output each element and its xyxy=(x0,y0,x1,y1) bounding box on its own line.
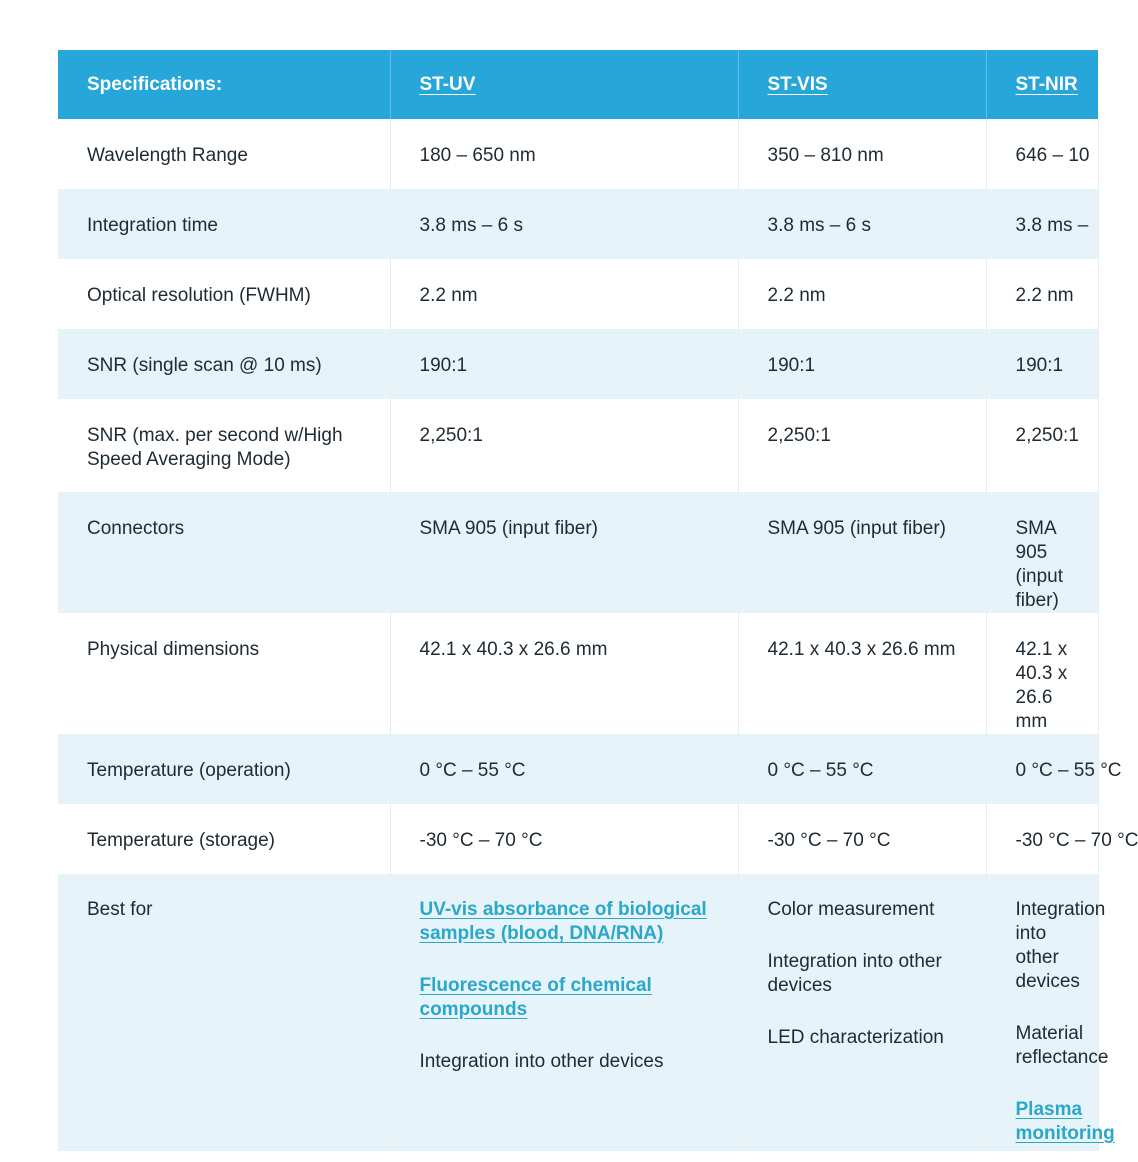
row-label: Temperature (operation) xyxy=(58,734,390,804)
cell-st-nir: 0 °C – 55 °C xyxy=(986,734,1098,804)
st-vis-link[interactable]: ST-VIS xyxy=(767,73,828,95)
best-for-item: Integration into other devices xyxy=(1015,899,1106,992)
header-st-nir xyxy=(986,50,1098,119)
cell-st-vis: 2,250:1 xyxy=(738,399,986,492)
table-row xyxy=(58,259,1098,329)
st-nir-link[interactable]: ST-NIR xyxy=(1015,73,1078,95)
cell-st-vis: SMA 905 (input fiber) xyxy=(738,492,986,613)
cell-st-nir: 190:1 xyxy=(986,329,1098,399)
header-st-uv xyxy=(390,50,738,119)
specifications-table xyxy=(58,50,1138,1144)
table-row xyxy=(58,613,1098,734)
best-for-link[interactable]: Plasma monitoring xyxy=(1015,1099,1115,1144)
best-for-item xyxy=(420,898,728,946)
cell-st-nir-best-for xyxy=(986,874,1115,1151)
best-for-item: Color measurement xyxy=(767,899,935,920)
header-specifications: Specifications: xyxy=(58,50,390,119)
cell-st-vis: 350 – 810 nm xyxy=(738,119,986,189)
cell-st-vis: 3.8 ms – 6 s xyxy=(738,189,986,259)
table-row xyxy=(58,492,1098,613)
cell-st-uv-best-for xyxy=(390,874,738,1151)
table-row xyxy=(58,399,1098,492)
table-header-row xyxy=(58,50,1098,119)
cell-st-uv: 42.1 x 40.3 x 26.6 mm xyxy=(390,613,738,734)
table-row xyxy=(58,804,1098,874)
cell-st-nir: 2,250:1 xyxy=(986,399,1098,492)
best-for-item: Integration into other devices xyxy=(419,1051,664,1072)
table-row-best-for xyxy=(58,874,1098,1151)
best-for-item xyxy=(1015,1098,1115,1146)
cell-st-nir: 2.2 nm xyxy=(986,259,1098,329)
best-for-item: LED characterization xyxy=(767,1027,944,1048)
table-row xyxy=(58,734,1098,804)
row-label: Best for xyxy=(58,874,390,1151)
cell-st-uv: 2.2 nm xyxy=(390,259,738,329)
st-uv-link[interactable]: ST-UV xyxy=(419,73,476,95)
cell-st-vis: 42.1 x 40.3 x 26.6 mm xyxy=(738,613,986,734)
row-label: SNR (max. per second w/High Speed Averaging Mode) xyxy=(58,399,390,492)
table-row xyxy=(58,329,1098,399)
cell-st-uv: SMA 905 (input fiber) xyxy=(390,492,738,613)
row-label: Wavelength Range xyxy=(58,119,390,189)
cell-st-nir: 646 – 10 xyxy=(986,119,1098,189)
row-label: Physical dimensions xyxy=(58,613,390,734)
cell-st-uv: 3.8 ms – 6 s xyxy=(390,189,738,259)
table-row xyxy=(58,119,1098,189)
header-st-vis xyxy=(738,50,986,119)
best-for-link[interactable]: Fluorescence of chemical compounds xyxy=(419,975,652,1020)
cell-st-uv: -30 °C – 70 °C xyxy=(390,804,738,874)
cell-st-vis: 0 °C – 55 °C xyxy=(738,734,986,804)
best-for-link[interactable]: UV-vis absorbance of biological samples (blood, DNA/RNA) xyxy=(419,899,707,944)
cell-st-nir: 3.8 ms – xyxy=(986,189,1098,259)
best-for-item: Integration into other devices xyxy=(767,951,942,996)
row-label: Temperature (storage) xyxy=(58,804,390,874)
cell-st-vis: 2.2 nm xyxy=(738,259,986,329)
row-label: Connectors xyxy=(58,492,390,613)
cell-st-nir: SMA 905 (input fiber) xyxy=(986,492,1098,613)
cell-st-vis: 190:1 xyxy=(738,329,986,399)
table-row xyxy=(58,189,1098,259)
best-for-item xyxy=(420,974,728,1022)
cell-st-uv: 180 – 650 nm xyxy=(390,119,738,189)
cell-st-nir: -30 °C – 70 °C xyxy=(986,804,1098,874)
cell-st-vis-best-for xyxy=(738,874,986,1151)
best-for-item: Material reflectance xyxy=(1015,1023,1109,1068)
row-label: Optical resolution (FWHM) xyxy=(58,259,390,329)
row-label: SNR (single scan @ 10 ms) xyxy=(58,329,390,399)
spec-table xyxy=(58,50,1138,1151)
row-label: Integration time xyxy=(58,189,390,259)
cell-st-uv: 190:1 xyxy=(390,329,738,399)
cell-st-uv: 2,250:1 xyxy=(390,399,738,492)
cell-st-nir: 42.1 x 40.3 x 26.6 mm xyxy=(986,613,1098,734)
cell-st-uv: 0 °C – 55 °C xyxy=(390,734,738,804)
cell-st-vis: -30 °C – 70 °C xyxy=(738,804,986,874)
